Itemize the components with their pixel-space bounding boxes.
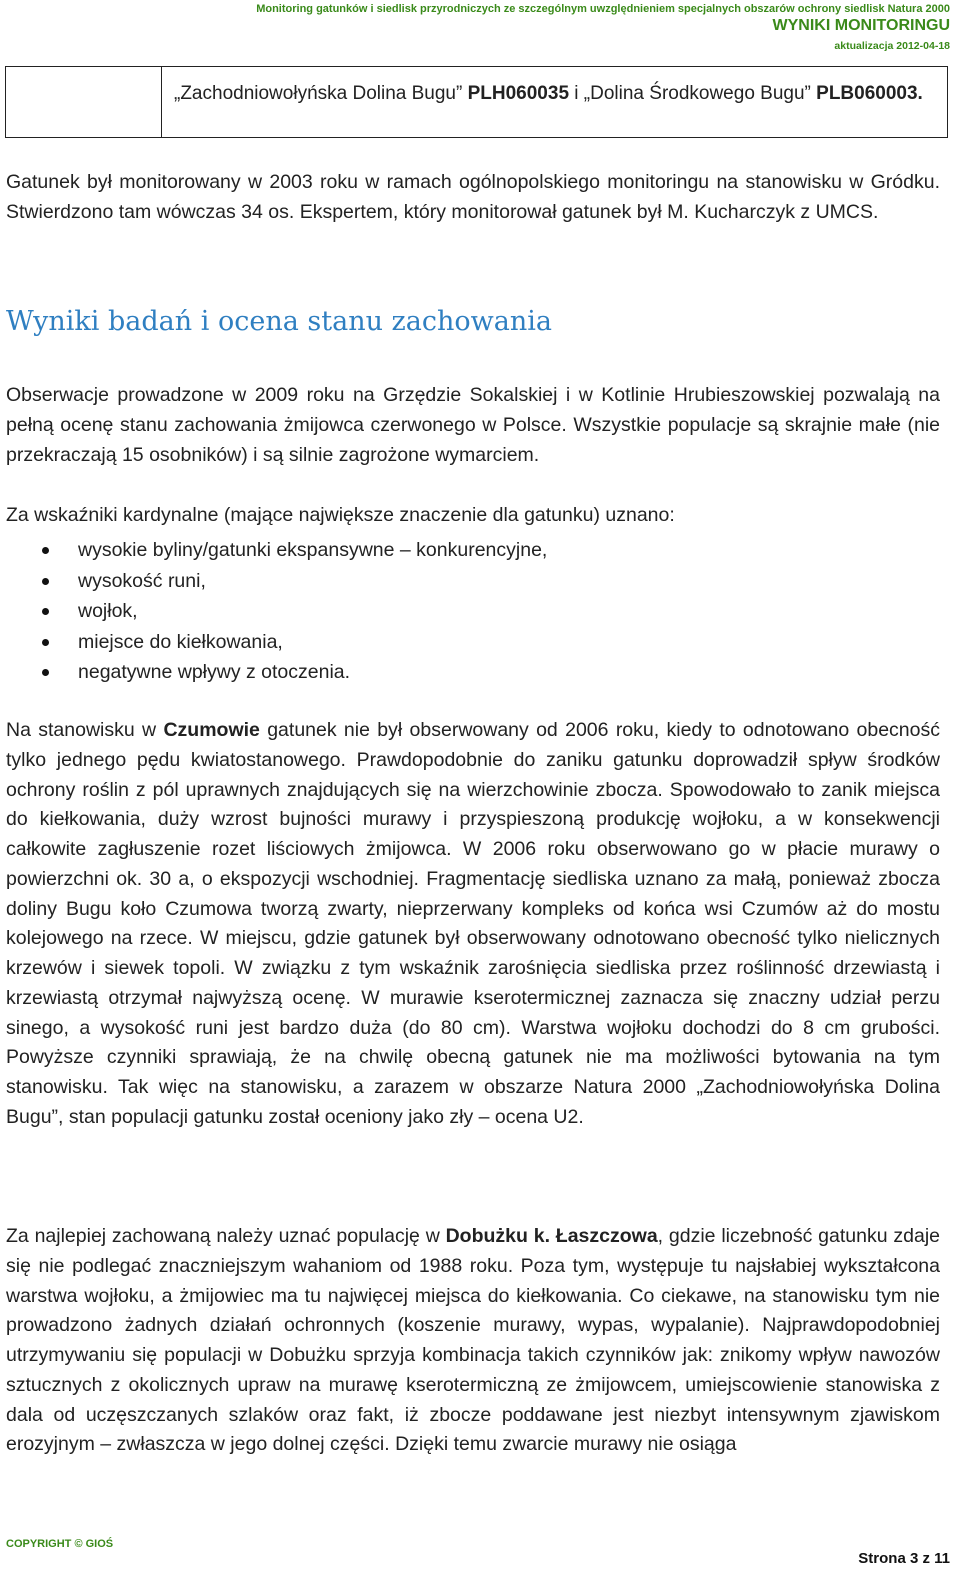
header-update-date: aktualizacja 2012-04-18 <box>834 40 950 52</box>
site-name-dobuzek: Dobużku k. Łaszczowa <box>445 1225 658 1247</box>
paragraph-observations-2009: Obserwacje prowadzone w 2009 roku na Grzędzie Sokalskiej i w Kotlinie Hrubieszowskiej pozwalają na pełną ocenę stanu zachowania żmijowca czerwonego w Polsce. Wszystkie populacje są skrajnie małe (nie przekraczają 15 osobników) i są silnie zagrożone wymarciem. <box>6 384 940 466</box>
header-section-title: WYNIKI MONITORINGU <box>772 17 950 34</box>
section-heading: Wyniki badań i ocena stanu zachowania <box>6 306 552 337</box>
area-code-2: PLB060003. <box>816 83 923 104</box>
header-document-series: Monitoring gatunków i siedlisk przyrodniczych ze szczególnym uwzględnieniem specjalnych obszarów ochrony siedlisk Natura 2000 <box>256 3 950 15</box>
bullet-icon <box>42 547 49 554</box>
paragraph-monitoring-2003: Gatunek był monitorowany w 2003 roku w ramach ogólnopolskiego monitoringu na stanowisku w Gródku. Stwierdzono tam wówczas 34 os. Ekspertem, który monitorował gatunek był M. Kucharczyk z UMCS. <box>6 171 940 223</box>
paragraph-indicators-intro: Za wskaźniki kardynalne (mające największe znaczenie dla gatunku) uznano: <box>6 504 675 526</box>
list-item: negatywne wpływy z otoczenia. <box>0 657 547 688</box>
area-name-1: „Zachodniowołyńska Dolina Bugu” <box>174 83 468 104</box>
area-table <box>5 66 948 138</box>
area-table-empty-cell <box>6 67 162 137</box>
footer-copyright: COPYRIGHT © GIOŚ <box>6 1538 114 1550</box>
bullet-icon <box>42 669 49 676</box>
footer-page-number: Strona 3 z 11 <box>858 1550 950 1567</box>
indicator-list <box>0 535 547 688</box>
list-item: wysokość runi, <box>0 566 547 597</box>
bullet-icon <box>42 639 49 646</box>
paragraph-czumow: Na stanowisku w Czumowie gatunek nie był obserwowany od 2006 roku, kiedy to odnotowano obecność tylko jednego pędu kwiatostanowego. Prawdopodobnie do zaniku gatunku doprowadził spływ środków ochrony roślin z pól uprawnych znajdujących się na wierzchowinie zbocza. Spowodowało to zanik miejsca do kiełkowania, duży wzrost bujności murawy i przyspieszoną produkcję wojłoku, a w konsekwencji całkowite zagłuszenie rozet liściowych żmijowca. W 2006 roku obserwowano go w płacie murawy o powierzchni ok. 30 a, o ekspozycji wschodniej. Fragmentację siedliska uznano za małą, ponieważ zbocza doliny Bugu koło Czumowa tworzą zwarty, nieprzerwany kompleks od końca wsi Czumów aż do mostu kolejowego na rzece. W miejscu, gdzie gatunek był obserwowany odnotowano obecność tylko nielicznych krzewów i siewek topoli. W związku z tym wskaźnik zarośnięcia siedliska przez roślinność drzewiastą i krzewiastą otrzymał najwyższą ocenę. W murawie kserotermicznej zaznacza się znaczny udział perzu sinego, a wysokość runi jest bardzo duża (do 80 cm). Warstwa wojłoku dochodzi do 8 cm grubości. Powyższe czynniki sprawiają, że na chwilę obecną gatunek nie ma możliwości bytowania na tym stanowisku. Tak więc na stanowisku, a zarazem w obszarze Natura 2000 „Zachodniowołyńska Dolina Bugu”, stan populacji gatunku został oceniony jako zły – ocena U2. <box>6 719 940 1128</box>
paragraph-dobuzek: Za najlepiej zachowaną należy uznać populację w Dobużku k. Łaszczowa, gdzie liczebność gatunku zdaje się nie podlegać znaczniejszym wahaniom od 1988 roku. Poza tym, występuje tu najsłabiej wykształcona warstwa wojłoku, a żmijowiec ma tu najwięcej miejsca do kiełkowania. Co ciekawe, na stanowisku tym nie prowadzono żadnych działań ochronnych (koszenie murawy, wypas, wypalanie). Najprawdopodobniej utrzymywaniu się populacji w Dobużku sprzyja kombinacja takich czynników jak: znikomy wpływ nawozów sztucznych z okolicznych upraw na murawę kserotermiczną ze żmijowcem, umiejscowienie stanowiska z dala od uczęszczanych szlaków oraz fakt, iż zbocze poddawane jest niezbyt intensywnym zjawiskom erozyjnym – zwłaszcza w jego dolnej części. Dzięki temu zwarcie murawy nie osiąga <box>6 1225 940 1456</box>
area-table-text-cell <box>162 67 947 137</box>
list-item: wojłok, <box>0 596 547 627</box>
list-item: miejsce do kiełkowania, <box>0 627 547 658</box>
area-name-2: i „Dolina Środkowego Bugu” <box>569 83 817 104</box>
bullet-icon <box>42 578 49 585</box>
bullet-icon <box>42 608 49 615</box>
site-name-czumow: Czumowie <box>163 719 260 741</box>
area-code-1: PLH060035 <box>467 83 570 104</box>
list-item: wysokie byliny/gatunki ekspansywne – konkurencyjne, <box>0 535 547 566</box>
